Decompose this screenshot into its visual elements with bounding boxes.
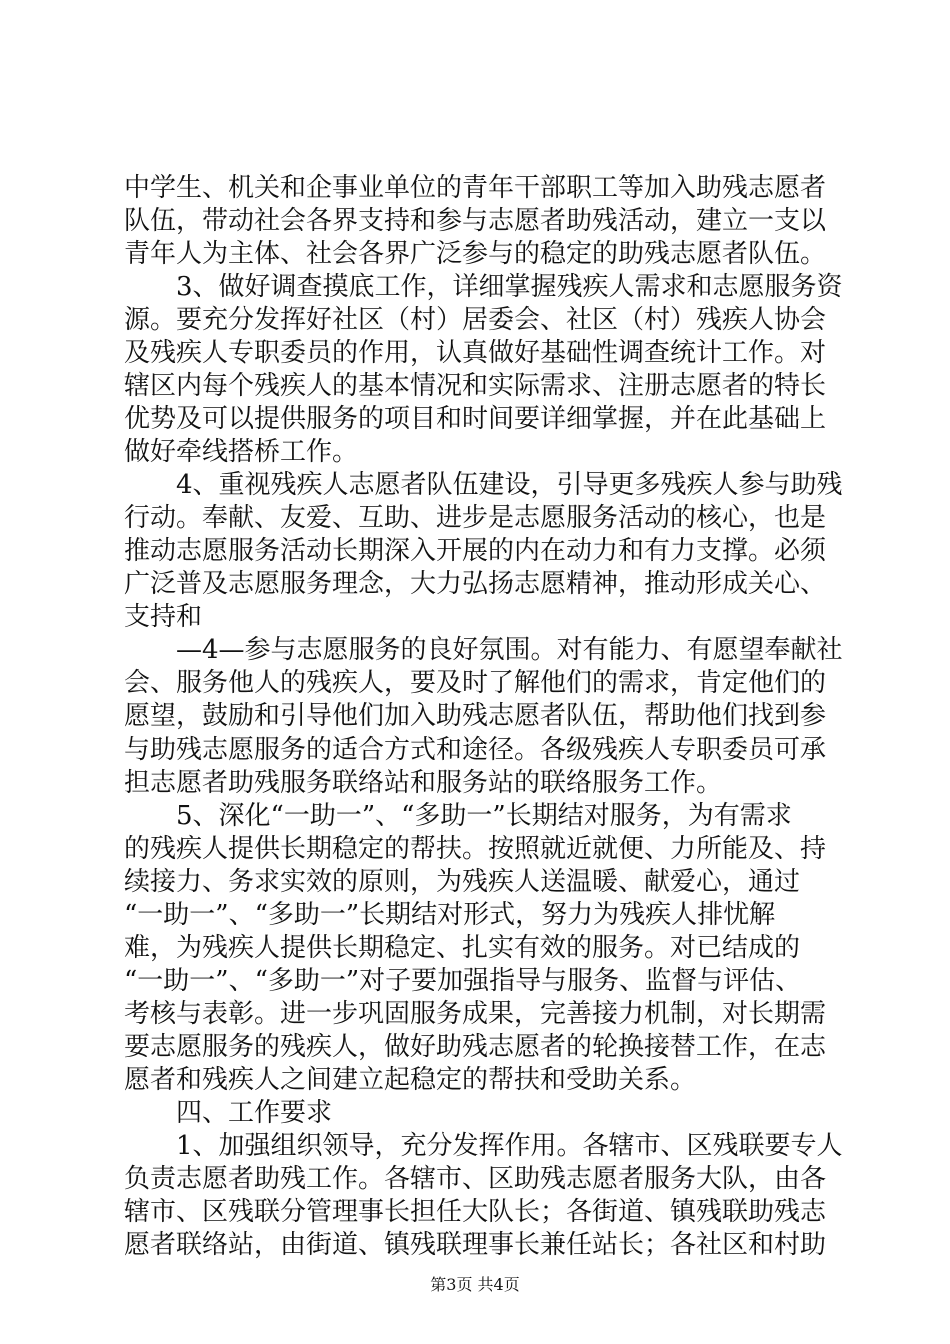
text-line: 队伍，带动社会各界支持和参与志愿者助残活动，建立一支以 xyxy=(124,206,827,237)
text-line: 3、做好调查摸底工作，详细掌握残疾人需求和志愿服务资 xyxy=(124,272,843,303)
text-line: 辖区内每个残疾人的基本情况和实际需求、注册志愿者的特长 xyxy=(124,371,827,402)
text-line: 考核与表彰。进一步巩固服务成果，完善接力机制，对长期需 xyxy=(124,998,827,1029)
text-line: 5、深化“一助一”、“多助一”长期结对服务，为有需求 xyxy=(124,800,792,831)
text-line: 四、工作要求 xyxy=(124,1097,333,1128)
text-line: 做好牵线搭桥工作。 xyxy=(124,437,359,468)
text-line: “一助一”、“多助一”长期结对形式，努力为残疾人排忧解 xyxy=(124,899,776,930)
text-line: 及残疾人专职委员的作用，认真做好基础性调查统计工作。对 xyxy=(124,338,827,369)
text-line: 难，为残疾人提供长期稳定、扎实有效的服务。对已结成的 xyxy=(124,932,801,963)
text-line: 负责志愿者助残工作。各辖市、区助残志愿者服务大队，由各 xyxy=(124,1163,827,1194)
text-line: 辖市、区残联分管理事长担任大队长；各街道、镇残联助残志 xyxy=(124,1196,827,1227)
text-line: 支持和 xyxy=(124,602,203,633)
text-line: 青年人为主体、社会各界广泛参与的稳定的助残志愿者队伍。 xyxy=(124,239,827,270)
text-line: 1、加强组织领导，充分发挥作用。各辖市、区残联要专人 xyxy=(124,1130,843,1161)
text-line: 优势及可以提供服务的项目和时间要详细掌握，并在此基础上 xyxy=(124,404,827,435)
text-line: 要志愿服务的残疾人，做好助残志愿者的轮换接替工作，在志 xyxy=(124,1031,827,1062)
text-line: —4—参与志愿服务的良好氛围。对有能力、有愿望奉献社 xyxy=(124,635,843,666)
page-footer: 第3页 共4页 xyxy=(430,1275,520,1294)
text-line: 续接力、务求实效的原则，为残疾人送温暖、献爱心，通过 xyxy=(124,866,801,897)
text-line: 与助残志愿服务的适合方式和途径。各级残疾人专职委员可承 xyxy=(124,734,827,765)
text-line: 的残疾人提供长期稳定的帮扶。按照就近就便、力所能及、持 xyxy=(124,833,827,864)
text-line: 担志愿者助残服务联络站和服务站的联络服务工作。 xyxy=(124,767,723,798)
text-line: “一助一”、“多助一”对子要加强指导与服务、监督与评估、 xyxy=(124,965,802,996)
text-line: 中学生、机关和企事业单位的青年干部职工等加入助残志愿者 xyxy=(124,173,827,203)
text-line: 行动。奉献、友爱、互助、进步是志愿服务活动的核心，也是 xyxy=(124,503,827,534)
text-line: 广泛普及志愿服务理念，大力弘扬志愿精神，推动形成关心、 xyxy=(124,569,827,600)
text-line: 愿者和残疾人之间建立起稳定的帮扶和受助关系。 xyxy=(124,1064,697,1095)
text-line: 愿望，鼓励和引导他们加入助残志愿者队伍，帮助他们找到参 xyxy=(124,701,827,732)
text-line: 愿者联络站，由街道、镇残联理事长兼任站长；各社区和村助 xyxy=(124,1229,827,1260)
text-line: 推动志愿服务活动长期深入开展的内在动力和有力支撑。必须 xyxy=(124,536,827,567)
text-line: 会、服务他人的残疾人，要及时了解他们的需求，肯定他们的 xyxy=(124,668,827,699)
text-line: 4、重视残疾人志愿者队伍建设，引导更多残疾人参与助残 xyxy=(124,470,843,501)
text-line: 源。要充分发挥好社区（村）居委会、社区（村）残疾人协会 xyxy=(124,305,827,336)
